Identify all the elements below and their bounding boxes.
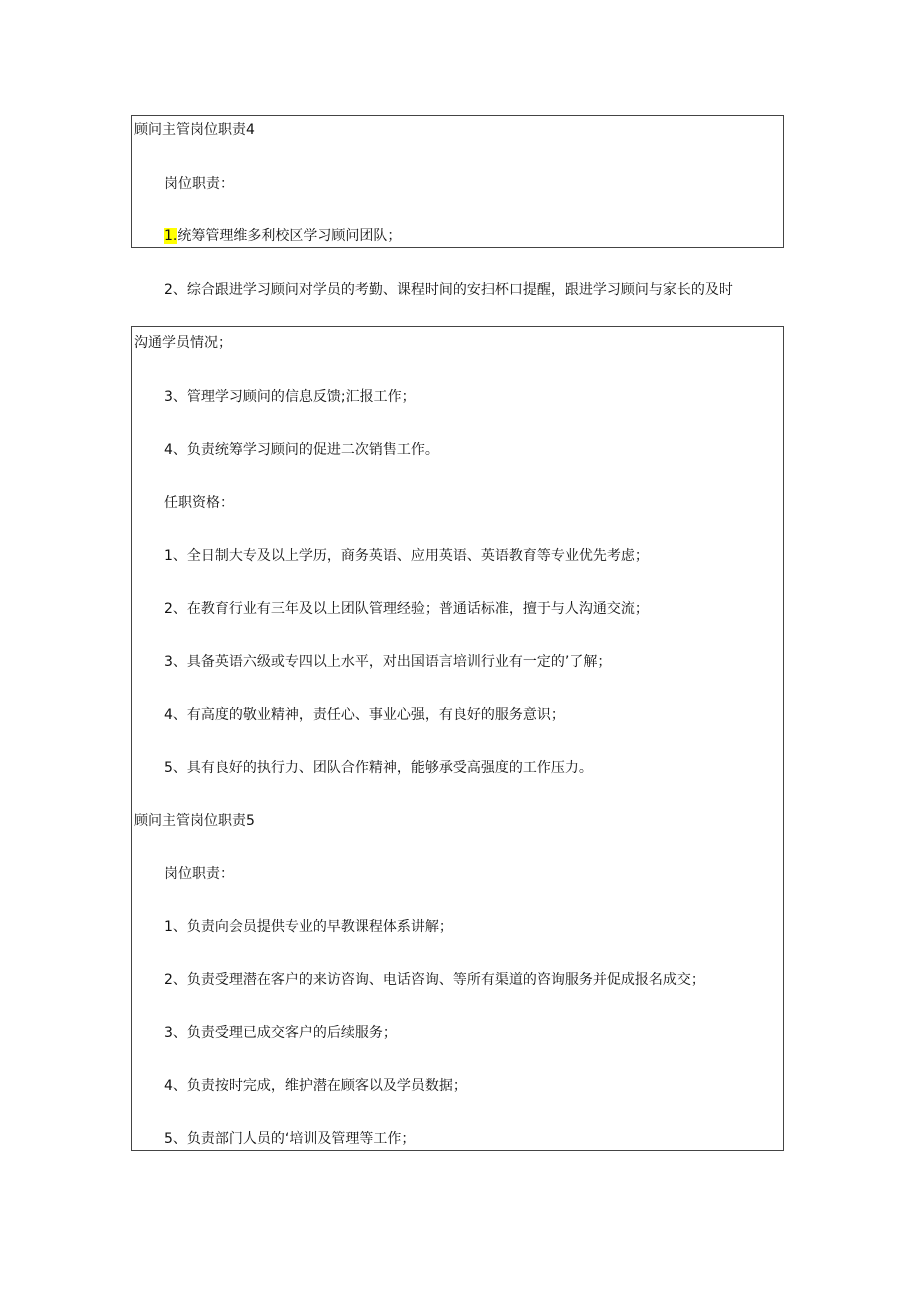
- section-5-item-4: 4、负责按时完成，维护潜在顾客以及学员数据；: [164, 1078, 467, 1094]
- section-4-qualification-1: 1、全日制大专及以上学历，商务英语、应用英语、英语教育等专业优先考虑；: [164, 548, 649, 564]
- highlighted-number: 1.: [164, 228, 178, 244]
- section-4-item-2-continued: 沟通学员情况；: [134, 335, 232, 351]
- section-4-qualification-4: 4、有高度的敬业精神，责任心、事业心强，有良好的服务意识；: [164, 707, 565, 723]
- section-4-item-3: 3、管理学习顾问的信息反馈;汇报工作；: [164, 389, 416, 405]
- section-5-item-3: 3、负责受理已成交客户的后续服务；: [164, 1025, 397, 1041]
- section-4-item-4: 4、负责统筹学习顾问的促进二次销售工作。: [164, 442, 439, 458]
- section-5-item-2: 2、负责受理潜在客户的来访咨询、电话咨询、等所有渠道的咨询服务并促成报名成交；: [164, 972, 705, 988]
- section-5-title: 顾问主管岗位职责5: [134, 813, 255, 829]
- section-5-item-1: 1、负责向会员提供专业的早教课程体系讲解；: [164, 919, 453, 935]
- section-5-item-5: 5、负责部门人员的‘培训及管理等工作；: [164, 1131, 416, 1147]
- section-4-title: 顾问主管岗位职责4: [134, 122, 255, 138]
- section-4-duties-heading: 岗位职责：: [164, 176, 234, 192]
- section-4-qualification-5: 5、具有良好的执行力、团队合作精神，能够承受高强度的工作压力。: [164, 760, 593, 776]
- section-4-qualification-3: 3、具备英语六级或专四以上水平，对出国语言培训行业有一定的’了解；: [164, 654, 612, 670]
- section-5-duties-heading: 岗位职责：: [164, 866, 234, 882]
- section-4-qualification-2: 2、在教育行业有三年及以上团队管理经验；普通话标准，擅于与人沟通交流；: [164, 601, 649, 617]
- section-4-item-1: [164, 227, 401, 245]
- section-4-item-1-text: 统筹管理维多利校区学习顾问团队；: [177, 228, 402, 244]
- section-4-item-2: 2、综合跟进学习顾问对学员的考勤、课程时间的安扫杯口提醒，跟进学习顾问与家长的及时: [164, 282, 733, 298]
- section-4-qualifications-heading: 任职资格：: [164, 495, 234, 511]
